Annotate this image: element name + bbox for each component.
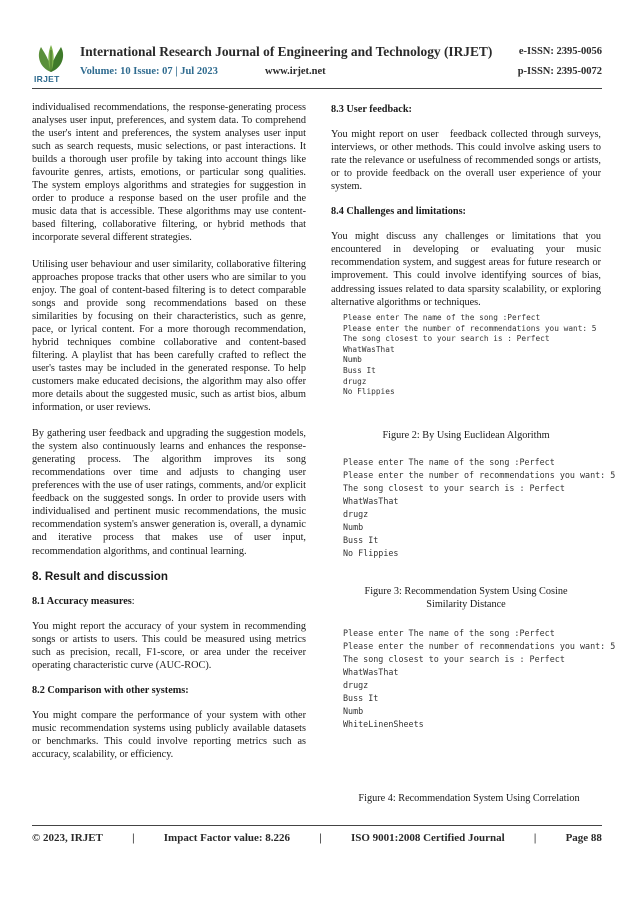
figure-4-caption: Figure 4: Recommendation System Using Correlation [358,793,580,804]
console-line: No Flippies [343,548,399,559]
figure-3-caption [331,585,601,611]
figure-4-console-output [343,627,616,731]
console-line: No Flippies [343,387,395,397]
console-line: The song closest to your search is : Perfect [343,334,550,344]
paragraph-user-feedback: You might report on user feedback collected through surveys, interviews, or other methods. This could involve asking users to rate the relevance or usefulness of recommended songs or artists, or to provide feedback on the overall user experience of your system. [331,129,604,193]
console-line: Please enter The name of the song :Perfect [343,313,541,322]
paragraph-challenges: You might discuss any challenges or limitations that you encountered in developing or evaluating your music recommendation system, and suggest areas for future research or improvement. This could involve identifying sources of bias, addressing issues related to data sparsity scalability, or exploring alternative algorithms or techniques. [331,231,601,308]
console-line: Numb [343,355,362,365]
footer-iso: ISO 9001:2008 Certified Journal [350,832,505,844]
logo-text: IRJET [34,74,60,84]
console-line: Numb [343,522,364,533]
footer-divider [32,825,602,826]
console-line: Buss It [343,365,376,375]
console-line: drugz [343,509,369,520]
right-column [331,101,604,309]
left-column [32,101,306,761]
header-divider [32,88,602,89]
figure-3-console-output [343,456,616,560]
footer-page-number: Page 88 [565,832,602,844]
paragraph-accuracy: You might report the accuracy of your system in recommending songs or artists to users. This could be measured using metrics such as precision, recall, F1-score, or area under the receiver operating characteristic curve (AUC-ROC). [32,620,306,671]
subheading-accuracy-label: 8.1 Accuracy measures [32,595,132,607]
paragraph-feedback-learning: By gathering user feedback and upgrading the suggestion models, the system also continuously learns and enhances the response-generating process. The algorithm improves its song recommendations over time and adjusts to changing user preferences with the use of user ratings, comments, and/or explicit feedback on the suggested songs. In order to provide users with individualised and pertinent music recommendations, the music recommendation system's answer generation is, overall, a dynamic and iterative process that makes use of user input, recommendation algorithms, and continual learning. [32,428,306,557]
paragraph-filtering: Utilising user behaviour and user similarity, collaborative filtering approaches propose tracks that other users who are similar to you enjoy. The goal of content-based filtering is to detect comparable songs and provide song recommendations based on these similarities by focusing on their characteristics, such as genre, pace, or lyrical content. For a more thorough recommendation, hybrid techniques combine collaborative and content-based filtering. A playlist that has been carefully crafted to reflect the user's tastes may be included in the generated response. To help customers make educated decisions, the algorithm may also offer more details about the suggested music, such as artist bios, album information, or user reviews. [32,258,306,414]
subheading-comparison: 8.2 Comparison with other systems: [32,684,189,696]
console-line: The song closest to your search is : Perfect [343,654,565,665]
subheading-accuracy-colon: : [131,595,135,607]
paragraph-comparison: You might compare the performance of your system with other music recommendation systems using publicly available datasets or benchmarks. This could involve reporting metrics such as accuracy, scalability, or efficiency. [32,709,306,761]
section-heading-results: 8. Result and discussion [32,569,168,583]
page-footer [32,832,602,844]
console-line: The song closest to your search is : Perfect [343,483,565,494]
console-line: drugz [343,376,367,386]
journal-title: International Research Journal of Engineering and Technology (IRJET) [80,44,493,59]
subheading-user-feedback: 8.3 User feedback: [331,104,412,115]
leaf-icon [32,44,70,74]
footer-separator: | [132,832,135,844]
console-line: WhiteLinenSheets [343,719,424,730]
figure-3-caption-line-2: Similarity Distance [426,599,506,610]
e-issn: e-ISSN: 2395-0056 [518,46,602,57]
console-line: Please enter The name of the song :Perfect [343,628,555,638]
console-line: Please enter the number of recommendations you want: 5 [343,641,616,652]
figure-3-caption-line-1: Figure 3: Recommendation System Using Cosine [364,586,568,597]
paragraph-response-generation: individualised recommendations, the response-generating process analyses user input, preferences, and system data. To comprehend the user's intent and preferences, the system analyses user input such as search requests, music selections, or past interactions. It builds a thorough user profile by taking into account things like favourite genres, artists, emotions, or particular song qualities. The system employs algorithms and strategies for suggestion in order to produce a response based on the user profile and the music data that is accessible. These algorithms may use content-based filtering, collaborative filtering, or hybrid methods that incorporate several different strategies. [32,102,306,244]
footer-copyright: © 2023, IRJET [32,832,103,844]
console-line: Please enter the number of recommendations you want: 5 [343,470,616,481]
figure-2-console-output [343,313,603,398]
console-line: Buss It [343,535,379,546]
figure-2-caption: Figure 2: By Using Euclidean Algorithm [382,430,550,441]
console-line: WhatWasThat [343,344,395,354]
subheading-accuracy [32,595,306,608]
p-issn: p-ISSN: 2395-0072 [517,66,602,77]
footer-separator: | [533,832,537,844]
console-line: Numb [343,706,364,717]
console-line: drugz [343,680,369,691]
console-line: Please enter the number of recommendations you want: 5 [343,323,597,333]
website-link[interactable]: www.irjet.net [265,66,326,77]
page-header [32,44,602,90]
irjet-logo [32,44,70,84]
volume-issue: Volume: 10 Issue: 07 | Jul 2023 [80,66,218,77]
console-line: WhatWasThat [343,496,399,507]
console-line: Please enter The name of the song :Perfect [343,457,555,467]
console-line: Buss It [343,693,379,704]
console-line: WhatWasThat [343,667,399,678]
footer-separator: | [319,832,322,844]
subheading-challenges: 8.4 Challenges and limitations: [331,206,466,218]
footer-impact-factor: Impact Factor value: 8.226 [163,832,291,844]
